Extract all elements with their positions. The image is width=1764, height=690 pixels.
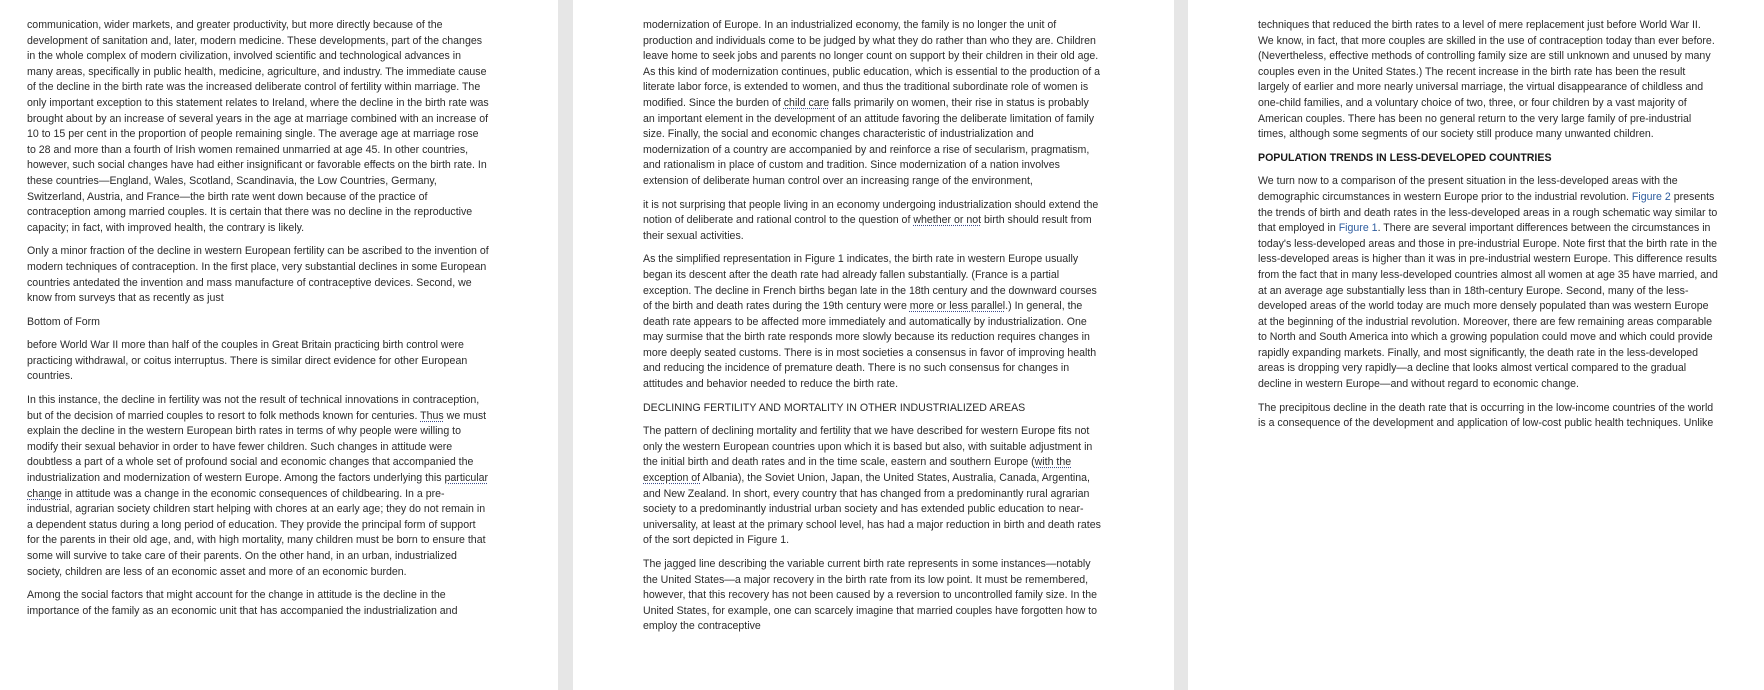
paragraph[interactable]: The precipitous decline in the death rate that is occurring in the low-income countries of the world is a consequence of the development and application of low-cost public health techniques. Unlike — [1258, 401, 1714, 430]
bottom-of-form-marker: Bottom of Form — [27, 315, 100, 328]
page-1-text-column — [27, 18, 489, 619]
grammar-flag-more-or-less-parallel[interactable]: more or less parallel — [909, 300, 1006, 313]
grammar-flag-child-care[interactable]: child care — [783, 96, 830, 109]
page-3[interactable] — [1188, 0, 1764, 690]
figure-2-reference-link[interactable]: Figure 2 — [1631, 190, 1671, 203]
text-run: it is not surprising that people living in an economy undergoing industrialization should extend the notion of deliberate and rational control to the question of — [643, 198, 1099, 227]
section-heading[interactable]: DECLINING FERTILITY AND MORTALITY IN OTHER INDUSTRIALIZED AREAS — [643, 401, 1026, 414]
text-run: birth should result from their sexual activities. — [643, 214, 1092, 242]
page-3-text-column — [1258, 18, 1718, 432]
paragraph[interactable]: before World War II more than half of the couples in Great Britain practicing birth control were practicing withdrawal, or coitus interruptus. There is similar direct evidence for other European countries. — [27, 339, 468, 383]
paragraph[interactable]: The jagged line describing the variable current birth rate represents in some instances—notably the United States—a major recovery in the birth rate from its low point. It must be remembered, however, that this recovery has not been caused by a reversion to uncontrolled family size. In the United States, for example, one can scarcely imagine that married couples have forgotten how to employ the contraceptive — [643, 558, 1098, 633]
paragraph[interactable]: techniques that reduced the birth rates to a level of mere replacement just before World War II. We know, in fact, that more couples are skilled in the use of contraception today than ever before. (Nevertheless, effective methods of controlling family size are still unknown and unused by many couples even in the United States.) The recent increase in the birth rate has been the result largely of earlier and more nearly universal marriage, the virtual disappearance of childless and one-child families, and a voluntary choice of two, three, or four children by a vast majority of American couples. There has been no general return to the very large family of pre-industrial times, although some segments of our society still produce many unwanted children. — [1258, 19, 1715, 141]
text-run: . There are several important differences between the circumstances in today's less-developed areas and those in pre-industrial Europe. Note first that the birth rate in the less-developed areas is higher than it was in pre-industrial western Europe. This difference results from the fact that in many less-developed countries almost all women at age 35 have married, and at an average age substantially less than in 18th-century Europe. Second, many of the less-developed areas of the world today are much more densely populated than was western Europe at the beginning of the industrial revolution. Moreover, there are few remaining areas comparable to North and South America into which a growing population could move and which could provide rapidly expanding markets. Finally, and most significantly, the death rate in the less-developed areas is dropping very rapidly—a decline that looks almost vertical compared to the gradual decline in western Europe—and without regard to economic change. — [1258, 222, 1718, 391]
text-run: As the simplified representation in Figure 1 indicates, the birth rate in western Europe usually began its descent after the death rate had already fallen substantially. (France is a partial exception. The decline in French births began late in the 18th century and the downward courses of the birth and death rates during the 19th century were — [643, 253, 1097, 313]
paragraph[interactable]: Among the social factors that might account for the change in attitude is the decline in the importance of the family as an economic unit that has accompanied the industrialization and — [27, 589, 458, 617]
grammar-flag-thus[interactable]: Thus — [420, 409, 444, 422]
grammar-flag-whether-or-not[interactable]: whether or not — [913, 214, 982, 227]
text-run: modernization of Europe. In an industrialized economy, the family is no longer the unit of production and individuals come to be judged by what they do rather than who they are. Children leave home to seek jobs and parents no longer count on support by their children in their old age. As this kind of modernization continues, public education, which is essential to the production of a literate labor force, is extended to women, and thus the traditional subordinate role of women is modified. Since the burden of — [643, 19, 1100, 109]
text-run: We turn now to a comparison of the present situation in the less-developed areas with the demographic circumstances in western Europe prior to the industrial revolution. — [1258, 175, 1678, 203]
paragraph[interactable] — [643, 252, 1103, 392]
grammar-flag-particular-change[interactable]: particular change — [27, 472, 489, 500]
page-2[interactable] — [573, 0, 1174, 690]
paragraph[interactable]: Only a minor fraction of the decline in western European fertility can be ascribed to the invention of modern techniques of contraception. In the first place, very substantial declines in some European countries antedated the invention and mass manufacture of contraceptive devices. Second, we know from surveys that as recently as just — [27, 245, 489, 305]
page-1[interactable] — [0, 0, 558, 690]
text-run: .) In general, the death rate appears to be affected more immediately and automatically by industrialization. One may surmise that the birth rate responds more slowly because its reduction requires changes in more deeply seated customs. There is in most societies a consensus in favor of improving health and reducing the incidence of premature death. There is no such consensus for changes in attitudes and behavior needed to reduce the birth rate. — [643, 300, 1097, 391]
paragraph[interactable] — [643, 198, 1103, 245]
text-run: we must explain the decline in the western European birth rates in terms of why people were willing to modify their sexual behavior in order to have fewer children. Such changes in attitude were doubtless a part of a whole set of profound social and economic changes that accompanied the industrialization and modernization of western Europe. Among the factors underlying this — [27, 409, 487, 485]
paragraph[interactable] — [643, 424, 1103, 549]
text-run: presents the trends of birth and death rates in the less-developed areas in a rough schematic way similar to that employed in — [1258, 190, 1718, 235]
text-run: falls primarily on women, their rise in status is probably an important element in the development of an attitude favoring the deliberate limitation of family size. Finally, the social and economic changes characteristic of industrialization and modernization of a country are accompanied by and reinforce a rise of secularism, pragmatism, and rationalism in place of custom and tradition. Since modernization of a nation involves extension of deliberate human control over an increasing range of the environment, — [643, 96, 1095, 187]
section-heading[interactable]: POPULATION TRENDS IN LESS-DEVELOPED COUNTRIES — [1258, 151, 1552, 164]
paragraph[interactable] — [643, 18, 1103, 190]
text-run: Albania), the Soviet Union, Japan, the United States, Australia, Canada, Argentina, and New Zealand. In short, every country that has changed from a predominantly rural agrarian society to a predominantly industrial urban society and has extended public education to near-universality, at least at the primary school level, has had a major reduction in birth and death rates of the sort depicted in Figure 1. — [643, 472, 1101, 547]
text-run: The pattern of declining mortality and fertility that we have described for western Europe fits not only the western European countries upon which it is based but also, with suitable adjustment in the initial birth and death rates and in the time scale, eastern and southern Europe ( — [643, 425, 1093, 469]
paragraph[interactable] — [27, 393, 489, 580]
grammar-flag-with-the-exception-of[interactable]: with the exception of — [643, 456, 1072, 485]
figure-1-reference-link[interactable]: Figure 1 — [1338, 222, 1378, 235]
text-run: in attitude was a change in the economic consequences of childbearing. In a pre-industrial, agrarian society children start helping with chores at an early age; they do not remain in a dependent status during a long period of education. They provide the principal form of support for the parents in their old age, and, with high mortality, many children must be born to ensure that some will survive to take care of their parents. On the other hand, in an urban, industrialized society, children are less of an economic asset and more of an economic burden. — [27, 487, 486, 578]
paragraph[interactable] — [1258, 174, 1718, 392]
paragraph[interactable]: communication, wider markets, and greater productivity, but more directly because of the development of sanitation and, later, modern medicine. These developments, part of the changes in the whole complex of modern civilization, involved scientific and technological advances in many areas, specifically in public health, medicine, agriculture, and industry. The immediate cause of the decline in the birth rate was the increased deliberate control of fertility within marriage. The only important exception to this statement relates to Ireland, where the decline in the birth rate was brought about by an increase of several years in the age at marriage combined with an increase of 10 to 15 per cent in the proportion of people remaining single. The average age at marriage rose to 28 and more than a fourth of Irish women remained unmarried at age 45. In other countries, however, such social changes have had either insignificant or favorable effects on the birth rate. In these countries—England, Wales, Scotland, Scandinavia, the Low Countries, Germany, Switzerland, Austria, and France—the birth rate went down because of the practice of contraception among married couples. It is certain that there was no decline in the reproductive capacity; in fact, with improved health, the contrary is likely. — [27, 19, 489, 234]
text-run: In this instance, the decline in fertility was not the result of technical innovations in contraception, but of the decision of married couples to resort to folk methods known for centuries. — [27, 394, 480, 422]
page-2-text-column — [643, 18, 1103, 635]
